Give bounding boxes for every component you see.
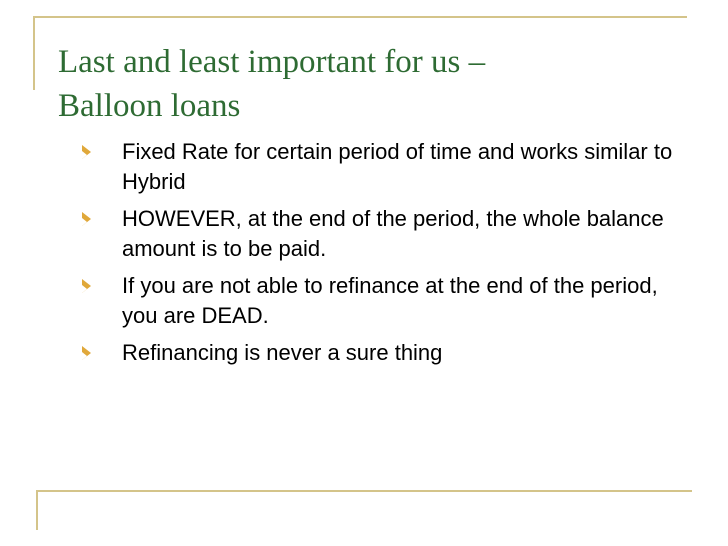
bullet-list: [76, 137, 696, 375]
frame-bottom-left-line: [36, 490, 38, 530]
bullet-item: [76, 338, 696, 368]
slide-title-line-2: Balloon loans: [58, 88, 241, 124]
bullet-item: [76, 271, 696, 331]
bullet-item: [76, 137, 696, 197]
arrowhead-bullet-icon: [82, 212, 91, 226]
frame-left-line: [33, 16, 35, 90]
arrowhead-bullet-icon: [82, 346, 91, 360]
bullet-text: HOWEVER, at the end of the period, the whole balance amount is to be paid.: [122, 206, 664, 261]
arrowhead-bullet-icon: [82, 145, 91, 159]
slide-title-line-1: Last and least important for us –: [58, 44, 486, 80]
bullet-text: Refinancing is never a sure thing: [122, 340, 443, 365]
bullet-text: If you are not able to refinance at the end of the period, you are DEAD.: [122, 273, 658, 328]
frame-top-line: [33, 16, 687, 18]
bullet-text: Fixed Rate for certain period of time and works similar to Hybrid: [122, 139, 673, 194]
bullet-item: [76, 204, 696, 264]
frame-bottom-line: [36, 490, 692, 492]
arrowhead-bullet-icon: [82, 279, 91, 293]
slide-title: [58, 40, 698, 128]
